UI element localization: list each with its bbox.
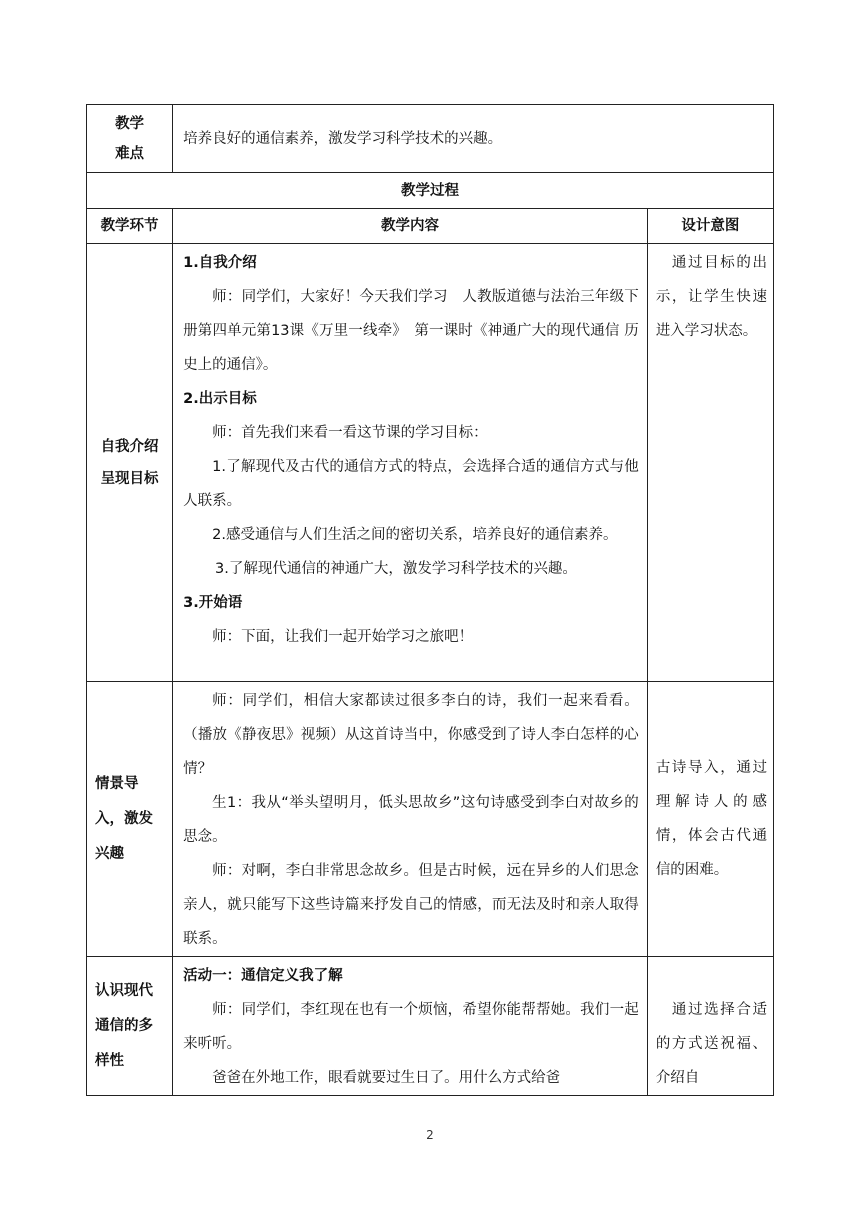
stage-line: 入，激发 <box>95 810 153 827</box>
header-intent: 设计意图 <box>647 209 773 244</box>
table-row <box>87 957 774 1096</box>
lesson-plan-page <box>86 104 774 1096</box>
stage-cell <box>87 682 173 957</box>
intent-cell <box>647 682 773 957</box>
content-paragraph: 活动一：通信定义我了解 <box>183 968 343 984</box>
process-title-row <box>87 173 774 209</box>
intent-text: 通过目标的出示，让学生快速进入学习状态。 <box>655 255 767 339</box>
content-paragraph: 1.自我介绍 <box>183 255 257 271</box>
difficulty-label <box>87 105 173 173</box>
difficulty-row <box>87 105 774 173</box>
content-paragraph: 2.出示目标 <box>183 391 257 407</box>
stage-line: 情景导 <box>95 775 139 792</box>
content-paragraph: 师：下面，让我们一起开始学习之旅吧！ <box>212 629 474 645</box>
table-row <box>87 244 774 682</box>
intent-cell <box>647 957 773 1096</box>
header-stage: 教学环节 <box>87 209 173 244</box>
table-row <box>87 682 774 957</box>
stage-line: 兴趣 <box>95 845 124 862</box>
intent-text: 通过选择合适的方式送祝福、介绍自 <box>655 1002 767 1086</box>
intent-cell <box>647 244 773 682</box>
stage-line: 样性 <box>95 1052 124 1069</box>
lesson-plan-table <box>86 104 774 1096</box>
header-content: 教学内容 <box>173 209 648 244</box>
stage-line: 通信的多 <box>95 1017 153 1034</box>
content-cell <box>173 682 648 957</box>
stage-cell <box>87 244 173 682</box>
difficulty-text: 培养良好的通信素养，激发学习科学技术的兴趣。 <box>173 105 774 173</box>
content-paragraph: 生1：我从“举头望明月，低头思故乡”这句诗感受到李白对故乡的思念。 <box>183 795 639 845</box>
content-cell <box>173 244 648 682</box>
content-paragraph: 师：同学们，李红现在也有一个烦恼，希望你能帮帮她。我们一起来听听。 <box>183 1002 639 1052</box>
difficulty-label-line2: 难点 <box>115 145 145 162</box>
stage-line: 认识现代 <box>95 982 153 999</box>
intent-text: 古诗导入，通过理解诗人的感情，体会古代通信的困难。 <box>655 760 767 878</box>
page-number: 2 <box>426 1128 434 1142</box>
header-row <box>87 209 774 244</box>
stage-line: 呈现目标 <box>100 470 159 487</box>
content-paragraph: 1.了解现代及古代的通信方式的特点，会选择合适的通信方式与他人联系。 <box>183 459 639 509</box>
process-title: 教学过程 <box>87 173 774 209</box>
content-paragraph: 师：同学们，大家好！今天我们学习 人教版道德与法治三年级下册第四单元第13课《万里一线牵》 第一课时《神通广大的现代通信 历史上的通信》。 <box>183 289 639 373</box>
content-paragraph: 爸爸在外地工作，眼看就要过生日了。用什么方式给爸 <box>212 1070 561 1086</box>
content-paragraph: 师：同学们，相信大家都读过很多李白的诗，我们一起来看看。（播放《静夜思》视频）从这首诗当中，你感受到了诗人李白怎样的心情？ <box>183 693 639 777</box>
content-paragraph: 3.开始语 <box>183 595 243 611</box>
content-paragraph: 师：对啊，李白非常思念故乡。但是古时候，远在异乡的人们思念亲人，就只能写下这些诗篇来抒发自己的情感，而无法及时和亲人取得联系。 <box>183 863 639 947</box>
stage-line: 自我介绍 <box>100 438 159 455</box>
difficulty-label-line1: 教学 <box>115 115 145 132</box>
stage-cell <box>87 957 173 1096</box>
content-cell <box>173 957 648 1096</box>
content-paragraph: 2.感受通信与人们生活之间的密切关系，培养良好的通信素养。 <box>212 527 618 543</box>
content-paragraph: 3.了解现代通信的神通广大，激发学习科学技术的兴趣。 <box>215 561 577 577</box>
content-paragraph: 师：首先我们来看一看这节课的学习目标： <box>212 425 488 441</box>
